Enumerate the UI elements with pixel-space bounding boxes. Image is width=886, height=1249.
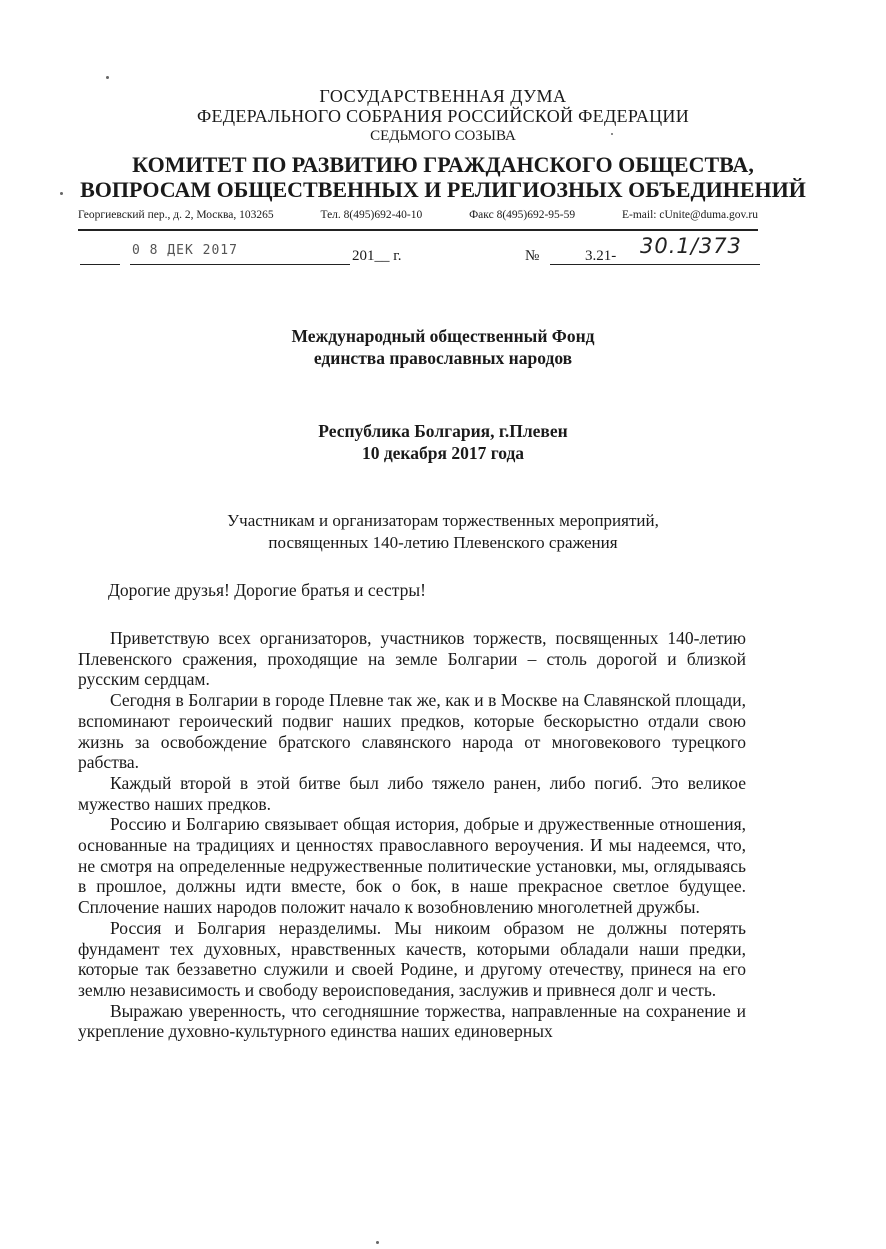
contact-line: [78, 209, 758, 221]
date-year-suffix: 201__ г.: [352, 248, 402, 264]
addressees-line2: посвященных 140-летию Плевенского сражения: [268, 533, 618, 552]
body-paragraph: Выражаю уверенность, что сегодняшние торжества, направленные на сохранение и укрепление духовно-культурного единства наших единоверных: [78, 1000, 746, 1042]
addressees-line1: Участникам и организаторам торжественных мероприятий,: [227, 511, 659, 530]
letter-body: [78, 628, 746, 1042]
recipient-block: [0, 325, 886, 369]
body-paragraph: Россия и Болгария неразделимы. Мы никоим образом не должны потерять фундамент тех духовных, нравственных качеств, которыми обладали наши предки, которые так беззаветно служили и своей Родине, и другому отечеству, принеся на его землю независимость и свободу вероисповедания, заслужив и привнеся долг и честь.: [78, 917, 746, 1000]
number-sign: №: [525, 248, 540, 264]
scan-speck: [106, 76, 109, 79]
scan-speck: [376, 1241, 379, 1244]
phone-number: Тел. 8(495)692-40-10: [320, 209, 423, 221]
number-blank: [550, 264, 760, 265]
reference-number-prefix: 3.21-: [585, 248, 617, 264]
reference-line: [80, 234, 760, 270]
org-title-duma: ГОСУДАРСТВЕННАЯ ДУМА: [319, 86, 567, 106]
body-paragraph: Каждый второй в этой битве был либо тяжело ранен, либо погиб. Это великое мужество наших предков.: [78, 772, 746, 814]
body-paragraph: Россию и Болгарию связывает общая история, добрые и дружественные отношения, основанные на традициях и ценностях православного вероучения. И мы надеемся, что, не смотря на определенные недружественные политические установки, мы, оглядываясь в прошлое, должны идти вместе, бок о бок, в наше прекрасное светлое будущее. Сплочение наших народов положит начало к возобновлению многолетней дружбы.: [78, 814, 746, 918]
fax-number: Факс 8(495)692-95-59: [469, 209, 576, 221]
reference-number-handwritten: 30.1/373: [640, 234, 742, 258]
postal-address: Георгиевский пер., д. 2, Москва, 103265: [78, 209, 274, 221]
addressees-block: [0, 510, 886, 554]
convocation-label: СЕДЬМОГО СОЗЫВА: [370, 128, 516, 144]
body-paragraph: Приветствую всех организаторов, участников торжеств, посвященных 140-летию Плевенского сражения, проходящие на земле Болгарии – столь дорогой и близкой русским сердцам.: [78, 628, 746, 690]
body-paragraph: Сегодня в Болгарии в городе Плевне так же, как и в Москве на Славянской площади, вспоминают героический подвиг наших предков, которые бескорыстно отдали свою жизнь за освобождение братского славянского народа от многовекового турецкого рабства.: [78, 690, 746, 773]
scan-speck: [60, 192, 63, 195]
recipient-line1: Международный общественный Фонд: [291, 326, 595, 346]
date-blank-month: [130, 264, 350, 265]
event-location: Республика Болгария, г.Плевен: [318, 421, 568, 441]
committee-name-line2: ВОПРОСАМ ОБЩЕСТВЕННЫХ И РЕЛИГИОЗНЫХ ОБЪЕДИНЕНИЙ: [80, 177, 806, 202]
email-address: E-mail: cUnite@duma.gov.ru: [622, 209, 758, 221]
recipient-line2: единства православных народов: [313, 348, 573, 368]
scan-speck: [611, 133, 613, 135]
org-title-federal-assembly: ФЕДЕРАЛЬНОГО СОБРАНИЯ РОССИЙСКОЙ ФЕДЕРАЦИИ: [196, 106, 690, 126]
date-blank-day: [80, 264, 120, 265]
committee-name-line1: КОМИТЕТ ПО РАЗВИТИЮ ГРАЖДАНСКОГО ОБЩЕСТВА,: [132, 152, 754, 177]
date-stamp: 0 8 ДЕК 2017: [132, 243, 238, 258]
event-location-block: [0, 420, 886, 464]
event-date: 10 декабря 2017 года: [361, 443, 525, 463]
header-divider: [78, 229, 758, 231]
salutation: Дорогие друзья! Дорогие братья и сестры!: [108, 580, 426, 600]
